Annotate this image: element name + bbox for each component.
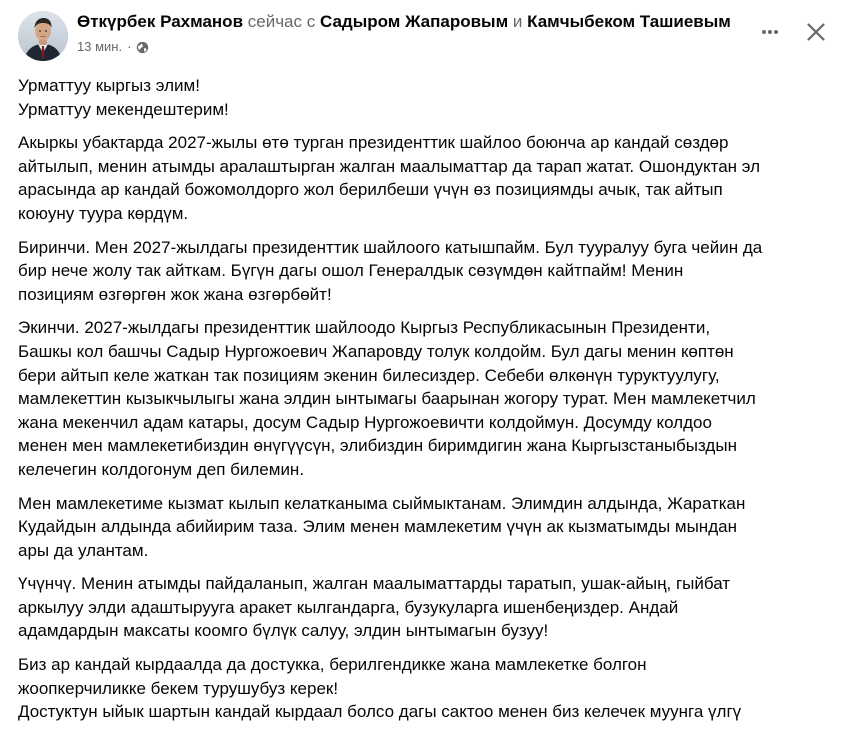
text-line: адамдардын максаты коомго бүлүк салуу, элдин ынтымагын бузуу! bbox=[18, 621, 549, 641]
text-line: позициям өзгөргөн жок жана өзгөрбөйт! bbox=[18, 284, 332, 304]
text-line: мамлекеттин кызыкчылыгы жана элдин ынтымагы баарынан жогору турат. Мен мамлекетчил bbox=[18, 389, 756, 409]
more-horizontal-icon bbox=[760, 22, 780, 42]
tagged-user-1[interactable]: Садыром Жапаровым bbox=[319, 12, 509, 31]
text-line: менен мен мамлекетибиздин өнүгүүсүн, элибиздин биримдигин жана Кыргызстаныбыздын bbox=[18, 436, 737, 456]
text-line: жоопкерчиликке бекем турушубуз керек! bbox=[18, 678, 339, 698]
text-line: бери айтып келе жаткан так позициям экенин билесиздер. Себеби өлкөнүн туруктуулугу, bbox=[18, 365, 720, 385]
avatar-image bbox=[18, 11, 68, 61]
tagged-connector-and: и bbox=[512, 12, 523, 31]
tagged-connector: сейчас с bbox=[247, 12, 316, 31]
text-line: коюуну туура көрдүм. bbox=[18, 203, 189, 223]
text-line: Урматтуу кыргыз элим! bbox=[18, 76, 200, 95]
post-paragraph bbox=[18, 492, 818, 563]
author-line bbox=[77, 11, 749, 35]
text-line: жана мекенчил адам катары, досум Садыр Нургожоевичти колдоймун. Досумду колдоо bbox=[18, 412, 712, 432]
text-line: Үчүнчү. Менин атымды пайдаланып, жалган маалыматтарды таратып, ушак-айың, гыйбат bbox=[18, 574, 731, 594]
post-paragraph bbox=[18, 316, 818, 481]
text-line: бир нече жолу так айткам. Бүгүн дагы ошол Генералдык сөзүмдөн кайтпайм! Менин bbox=[18, 261, 684, 281]
text-line: Биз ар кандай кырдаалда да достукка, берилгендикке жана мамлекетке болгон bbox=[18, 655, 647, 675]
text-line: Башкы кол башчы Садыр Нургожоевич Жапаровду толук колдойм. Бул дагы менин көптөн bbox=[18, 341, 734, 361]
post-paragraph bbox=[18, 653, 818, 724]
text-line: арасында ар кандай божомолдорго жол берилбеши үчүн өз позициямды ачык, так айтып bbox=[18, 180, 723, 200]
post-meta bbox=[77, 38, 149, 56]
text-line: Кудайдын алдында абийирим таза. Элим менен мамлекетим үчүн ак кызматымды мындан bbox=[18, 517, 737, 537]
close-post-button[interactable] bbox=[798, 14, 834, 50]
text-line: Экинчи. 2027-жылдагы президенттик шайлоодо Кыргыз Республикасынын Президенти, bbox=[18, 318, 711, 338]
author-avatar[interactable] bbox=[18, 11, 68, 61]
post-timestamp[interactable]: 13 мин. bbox=[77, 39, 123, 54]
author-name[interactable]: Өткүрбек Рахманов bbox=[77, 12, 244, 31]
text-line: айтылып, менин атымды аралаштырган жалган маалыматтар да тарап жатат. Ошондуктан эл bbox=[18, 156, 760, 176]
post-paragraph bbox=[18, 74, 818, 121]
text-line: Достуктун ыйык шартын кандай кырдаал болсо дагы сактоо менен биз келечек муунга үлгү bbox=[18, 702, 742, 722]
text-line: аркылуу элди адаштырууга аракет кылгандарга, бузукуларга ишенбеңиздер. Андай bbox=[18, 597, 679, 617]
post-paragraph bbox=[18, 236, 818, 307]
post-paragraph bbox=[18, 131, 818, 225]
globe-icon[interactable] bbox=[136, 41, 149, 54]
more-options-button[interactable] bbox=[752, 14, 788, 50]
post-header bbox=[0, 0, 862, 68]
post-paragraph bbox=[18, 572, 818, 643]
tagged-user-2[interactable]: Камчыбеком Ташиевым bbox=[527, 12, 731, 31]
text-line: Урматтуу мекендештерим! bbox=[18, 99, 229, 119]
text-line: келечегин колдогонум деп билемин. bbox=[18, 459, 305, 479]
text-line: Акыркы убактарда 2027-жылы өтө турган президенттик шайлоо боюнча ар кандай сөздөр bbox=[18, 133, 729, 153]
text-line: Мен мамлекетиме кызмат кылып келатканыма сыймыктанам. Элимдин алдында, Жараткан bbox=[18, 493, 746, 513]
close-icon bbox=[805, 21, 827, 43]
text-line: ары да улантам. bbox=[18, 540, 149, 560]
text-line: Биринчи. Мен 2027-жылдагы президенттик шайлоого катышпайм. Бул тууралуу буга чейин да bbox=[18, 237, 763, 257]
post-body bbox=[18, 74, 818, 734]
meta-separator: · bbox=[127, 39, 132, 54]
